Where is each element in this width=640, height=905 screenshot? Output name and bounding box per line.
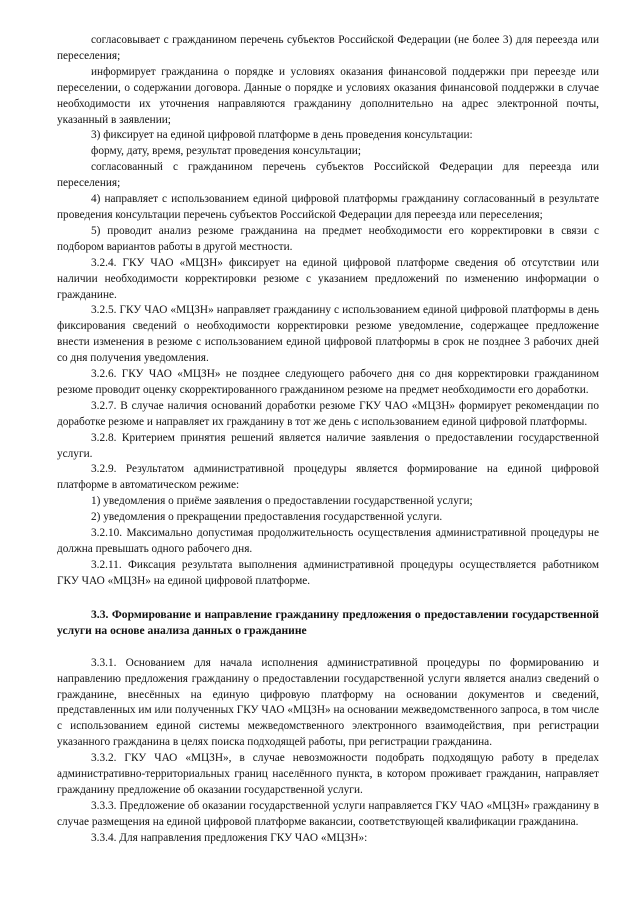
paragraph: 3.2.4. ГКУ ЧАО «МЦЗН» фиксирует на единой цифровой платформе сведения об отсутствии или наличии необходимости корректировки резюме с указанием предложений по изменению информации о гражданине. — [57, 256, 599, 301]
paragraph: 5) проводит анализ резюме гражданина на предмет необходимости его корректировки в связи с подбором вариантов работы в другой местности. — [57, 224, 599, 253]
paragraph: 3.2.11. Фиксация результата выполнения административной процедуры осуществляется работником ГКУ ЧАО «МЦЗН» на единой цифровой платформе. — [57, 558, 599, 587]
paragraph: 3) фиксирует на единой цифровой платформе в день проведения консультации: — [91, 129, 473, 142]
section-heading: 3.3. Формирование и направление гражданину предложения о предоставлении государственной услуги на основе анализа данных о гражданине — [57, 607, 599, 637]
paragraph: 3.3.3. Предложение об оказании государственной услуги направляется ГКУ ЧАО «МЦЗН» гражданину в случае размещения на единой цифровой платформе вакансии, соответствующей квалификации гражданина. — [57, 799, 599, 828]
paragraph: 2) уведомления о прекращении предоставления государственной услуги. — [91, 511, 443, 524]
paragraph: 1) уведомления о приёме заявления о предоставлении государственной услуги; — [91, 495, 473, 508]
paragraph: форму, дату, время, результат проведения консультации; — [91, 145, 361, 158]
paragraph: 3.2.9. Результатом административной процедуры является формирование на единой цифровой платформе в автоматическом режиме: — [57, 463, 599, 492]
paragraph: 3.2.7. В случае наличия оснований доработки резюме ГКУ ЧАО «МЦЗН» формирует рекомендации по доработке резюме и направляет их гражданину в тот же день с использованием единой цифровой платформы. — [57, 399, 599, 428]
paragraph: 3.3.2. ГКУ ЧАО «МЦЗН», в случае невозможности подобрать подходящую работу в пределах административно-территориальных границ населённого пункта, в котором проживает гражданин, направляет гражданину предложение об оказании государственной услуги. — [57, 752, 599, 796]
section-spacer — [57, 590, 599, 607]
paragraph: 3.2.5. ГКУ ЧАО «МЦЗН» направляет гражданину с использованием единой цифровой платформы в день фиксирования сведений о необходимости корректировки резюме уведомление, содержащее предложение внести изменения в резюме с использованием единой цифровой платформы в срок не позднее 3 рабочих дней со дня получения уведомления. — [57, 304, 599, 365]
paragraph: 3.2.10. Максимально допустимая продолжительность осуществления административной процедуры не должна превышать одного рабочего дня. — [57, 527, 599, 555]
paragraph: 3.3.4. Для направления предложения ГКУ ЧАО «МЦЗН»: — [91, 831, 368, 844]
document-body — [57, 33, 599, 847]
paragraph: согласованный с гражданином перечень субъектов Российской Федерации для переезда или переселения; — [57, 161, 599, 190]
paragraph: 3.3.1. Основанием для начала исполнения административной процедуры по формированию и направлению предложения гражданину о предоставлении государственной услуги является анализ сведений о гражданине, внесённых на единую цифровую платформу на основании документов и сведений, представленных им или полученных ГКУ ЧАО «МЦЗН» на основании межведомственного запроса, в том числе с использованием единой системы межведомственного электронного взаимодействия, при регистрации указанного гражданина в целях поиска подходящей работы, при регистрации гражданина. — [57, 656, 599, 749]
paragraph: 3.2.8. Критерием принятия решений является наличие заявления о предоставлении государственной услуги. — [57, 431, 599, 460]
paragraph: 4) направляет с использованием единой цифровой платформы гражданину согласованный в результате проведения консультации перечень субъектов Российской Федерации для переезда или переселения; — [57, 193, 599, 221]
section-spacer — [57, 639, 599, 656]
paragraph: согласовывает с гражданином перечень субъектов Российской Федерации (не более 3) для переезда или переселения; — [57, 34, 599, 62]
paragraph: 3.2.6. ГКУ ЧАО «МЦЗН» не позднее следующего рабочего дня со дня корректировки гражданином резюме проводит оценку скорректированного гражданином резюме на предмет необходимости его доработки. — [57, 368, 599, 396]
paragraph: информирует гражданина о порядке и условиях оказания финансовой поддержки при переезде или переселении, о содержании договора. Данные о порядке и условиях оказания финансовой поддержки в случае необходимости их уточнения направляются гражданину дополнительно на адрес электронной почты, указанный в заявлении; — [57, 65, 599, 126]
